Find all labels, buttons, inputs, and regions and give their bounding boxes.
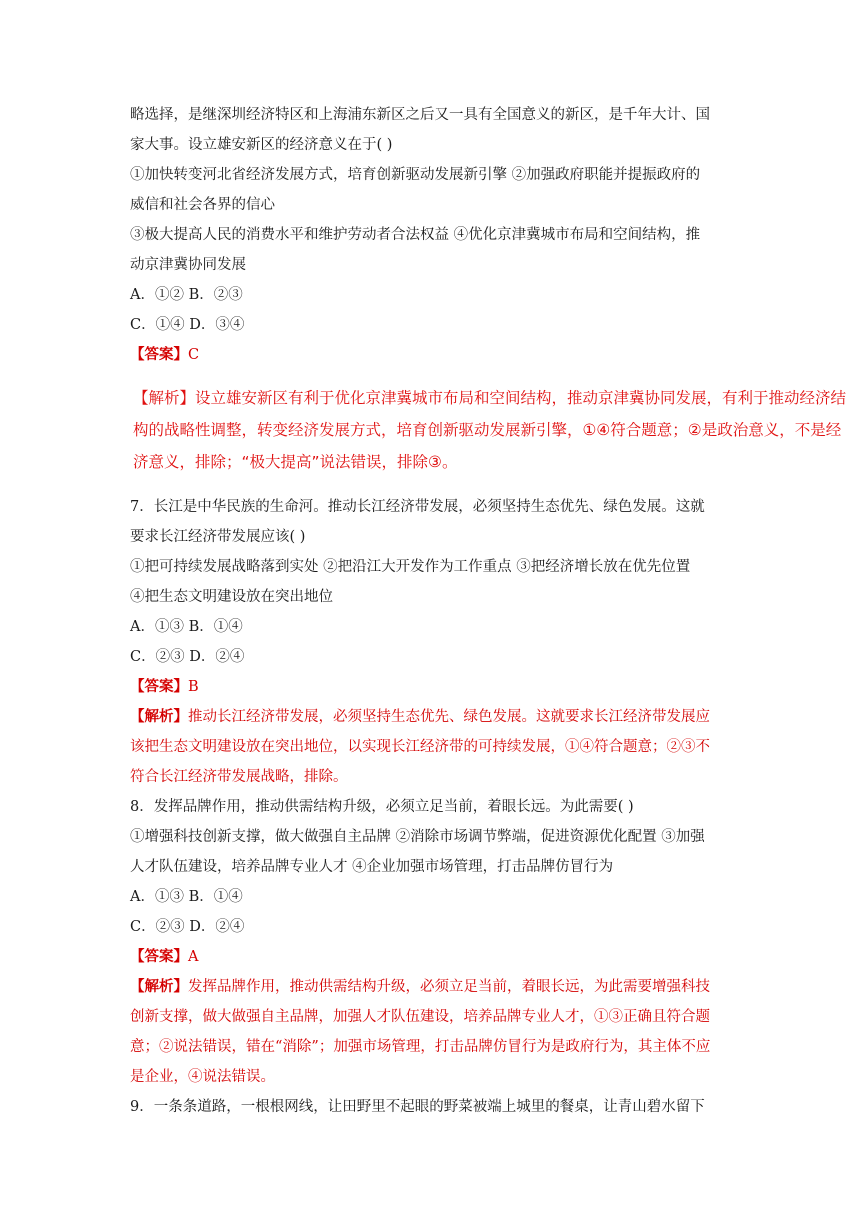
analysis-line: 意；②说法错误，错在“消除”；加强市场管理，打击品牌仿冒行为是政府行为，其主体不应 [130,1039,711,1055]
analysis-line: 济意义，排除；“极大提高”说法错误，排除③。 [133,453,458,471]
option-line: C．②③ D．②④ [130,649,245,665]
analysis-line [130,702,740,732]
statement-line: ①把可持续发展战略落到实处 ②把沿江大开发作为工作重点 ③把经济增长放在优先位置 [130,559,691,575]
option-line: C．①④ D．③④ [130,317,245,333]
analysis-image-block [130,382,847,478]
question-stem-line: 家大事。设立雄安新区的经济意义在于( ) [130,137,393,153]
question-9 [130,1092,740,1122]
option-line: A．①③ B．①④ [130,889,243,905]
analysis-label: 【解析】 [130,709,188,725]
answer-value: A [188,949,199,965]
answer-line [130,942,740,972]
option-line: A．①② B．②③ [130,287,243,303]
question-stem-line: 略选择，是继深圳经济特区和上海浦东新区之后又一具有全国意义的新区，是千年大计、国 [130,107,710,123]
option-line: A．①③ B．①④ [130,619,243,635]
statement-line: ④把生态文明建设放在突出地位 [130,589,333,605]
analysis-line: 符合长江经济带发展战略，排除。 [130,769,348,785]
statement-line: 人才队伍建设，培养品牌专业人才 ④企业加强市场管理，打击品牌仿冒行为 [130,859,614,875]
document-page [130,100,847,1122]
question-8 [130,792,740,1092]
statement-line: 动京津冀协同发展 [130,257,246,273]
question-stem-line: 7．长江是中华民族的生命河。推动长江经济带发展，必须坚持生态优先、绿色发展。这就 [130,499,705,515]
analysis-line: 是企业，④说法错误。 [130,1069,275,1085]
statement-line: 威信和社会各界的信心 [130,197,275,213]
analysis-text: 发挥品牌作用，推动供需结构升级，必须立足当前，着眼长远，为此需要增强科技 [188,979,710,995]
analysis-line: 构的战略性调整，转变经济发展方式，培育创新驱动发展新引擎，①④符合题意；②是政治意义，不是经 [133,421,842,439]
analysis-line [130,972,740,1002]
answer-label: 【答案】 [130,347,188,363]
statement-line: ①加快转变河北省经济发展方式，培育创新驱动发展新引擎 ②加强政府职能并提振政府的 [130,167,701,183]
answer-value: B [188,679,199,695]
question-7 [130,492,740,792]
answer-line [130,340,740,370]
statement-line: ③极大提高人民的消费水平和维护劳动者合法权益 ④优化京津冀城市布局和空间结构，推 [130,227,701,243]
answer-line [130,672,740,702]
analysis-line: 创新支撑，做大做强自主品牌，加强人才队伍建设，培养品牌专业人才，①③正确且符合题 [130,1009,710,1025]
question-stem-line: 9．一条条道路，一根根网线，让田野里不起眼的野菜被端上城里的餐桌，让青山碧水留下 [130,1099,705,1115]
question-stem-line: 要求长江经济带发展应该( ) [130,529,306,545]
statement-line: ①增强科技创新支撑，做大做强自主品牌 ②消除市场调节弊端，促进资源优化配置 ③加强 [130,829,705,845]
question-6 [130,100,847,478]
option-line: C．②③ D．②④ [130,919,245,935]
answer-label: 【答案】 [130,949,188,965]
question-stem-line: 8．发挥品牌作用，推动供需结构升级，必须立足当前，着眼长远。为此需要( ) [130,799,634,815]
answer-value: C [188,347,200,363]
analysis-line: 该把生态文明建设放在突出地位，以实现长江经济带的可持续发展，①④符合题意；②③不 [130,739,710,755]
analysis-label: 【解析】 [130,979,188,995]
analysis-text: 推动长江经济带发展，必须坚持生态优先、绿色发展。这就要求长江经济带发展应 [188,709,710,725]
answer-label: 【答案】 [130,679,188,695]
analysis-line: 【解析】设立雄安新区有利于优化京津冀城市布局和空间结构，推动京津冀协同发展，有利于推动经济结 [133,389,847,407]
